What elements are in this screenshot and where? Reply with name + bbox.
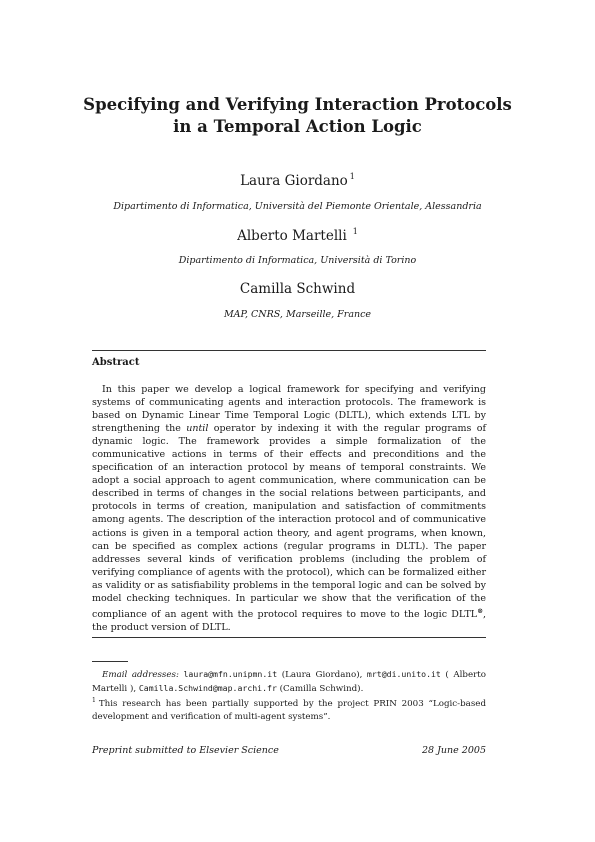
dltl-product-symbol: ⊗ bbox=[477, 606, 483, 615]
affiliation-1: Dipartimento di Informatica, Università del Piemonte Orientale, Alessandria bbox=[113, 201, 482, 212]
author-3 bbox=[0, 281, 595, 297]
author-footnote-mark: 1 bbox=[352, 227, 358, 236]
funding-footnote bbox=[92, 695, 486, 723]
email-owner-2: ( Alberto Martelli ), bbox=[92, 670, 487, 694]
author-footnote-mark: 1 bbox=[349, 172, 355, 181]
abstract-body bbox=[92, 383, 486, 634]
email-footnote bbox=[92, 668, 486, 695]
email-link-1[interactable]: laura@mfn.unipmn.it bbox=[183, 669, 278, 679]
funding-text: This research has been partially supported by the project PRIN 2003 “Logic-based development and verification of multi-agent systems”. bbox=[92, 699, 486, 722]
footnotes bbox=[92, 668, 486, 723]
abstract-text-part-2: operator by indexing it with the regular programs of dynamic logic. The framework provides a simple formalization of the communicative actions in terms of their effects and preconditions and the specification of an interaction protocol by means of temporal constraints. We adopt a social approach to agent communication, where communication can be described in terms of changes in the social relations between participants, and protocols in terms of creation, manipulation and satisfaction of commitments among agents. The description of the interaction protocol and of communicative actions is given in a temporal action theory, and agent programs, when known, can be specified as complex actions (regular programs in DLTL). The paper addresses several kinds of verification problems (including the problem of verifying compliance of agents with the protocol), which can be formalized either as validity or as satisfiability problems in the temporal logic and can be solved by model checking techniques. In particular we show that the verification of the compliance of an agent with the protocol requires to move to the logic DLTL bbox=[92, 423, 486, 620]
abstract-bottom-rule bbox=[92, 637, 486, 638]
preprint-date: 28 June 2005 bbox=[422, 745, 486, 756]
paper-title bbox=[60, 94, 535, 138]
author-1 bbox=[0, 172, 595, 189]
affiliation-3: MAP, CNRS, Marseille, France bbox=[223, 309, 372, 320]
abstract-until-word: until bbox=[186, 423, 209, 435]
affiliation-2: Dipartimento di Informatica, Università di Torino bbox=[178, 255, 417, 266]
preprint-note: Preprint submitted to Elsevier Science bbox=[92, 745, 279, 756]
abstract-text-part-1: In this paper we develop a logical framework for specifying and verifying systems of communicating agents and interaction protocols. The framework is based on Dynamic Linear Time Temporal Logic (DLTL), which extends LTL by strengthening the bbox=[92, 384, 486, 435]
abstract-paragraph bbox=[92, 383, 486, 634]
abstract-top-rule bbox=[92, 350, 486, 351]
abstract-text-part-3: , the product version of DLTL. bbox=[92, 608, 486, 633]
email-owner-3: (Camilla Schwind). bbox=[276, 683, 364, 694]
author-name: Alberto Martelli bbox=[237, 228, 347, 244]
email-label: Email addresses: bbox=[102, 670, 179, 680]
author-name: Laura Giordano bbox=[240, 173, 348, 189]
title-line-2: in a Temporal Action Logic bbox=[173, 117, 422, 136]
title-line-1: Specifying and Verifying Interaction Protocols bbox=[83, 95, 512, 114]
email-link-2[interactable]: mrt@di.unito.it bbox=[366, 669, 441, 679]
footnote-mark: 1 bbox=[92, 697, 96, 704]
author-name: Camilla Schwind bbox=[239, 281, 356, 297]
author-2 bbox=[0, 227, 595, 244]
email-link-3[interactable]: Camilla.Schwind@map.archi.fr bbox=[138, 682, 277, 693]
page-footer bbox=[92, 745, 486, 756]
abstract-heading: Abstract bbox=[92, 357, 140, 368]
email-owner-1: (Laura Giordano), bbox=[277, 670, 367, 680]
footnote-rule bbox=[92, 661, 128, 662]
